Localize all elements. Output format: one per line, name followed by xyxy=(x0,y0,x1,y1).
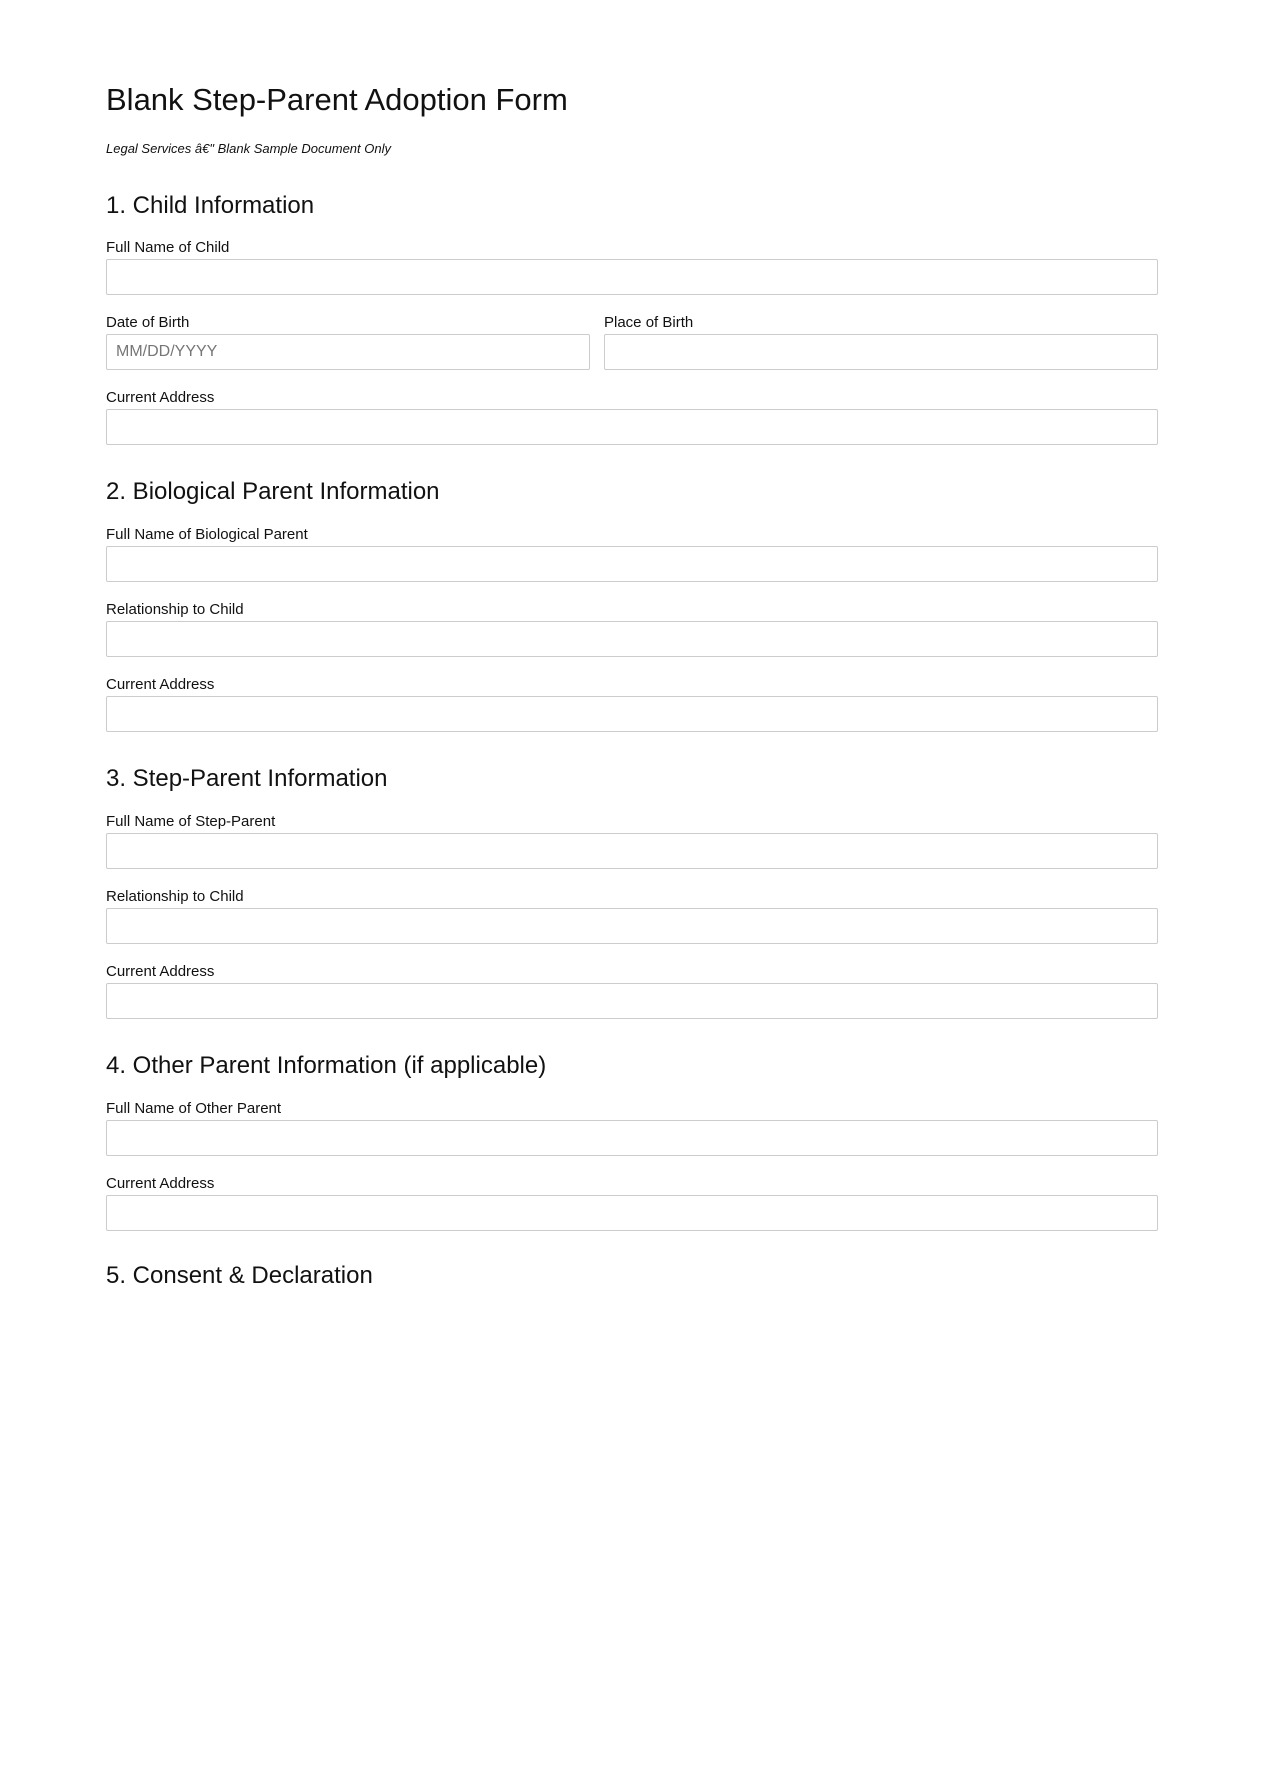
section-heading-biological-parent-information: 2. Biological Parent Information xyxy=(106,478,440,505)
child-date-of-birth-input[interactable] xyxy=(106,334,590,370)
section-heading-child-information: 1. Child Information xyxy=(106,192,315,219)
other-parent-current-address-input[interactable] xyxy=(106,1195,1158,1231)
label-child-date-of-birth: Date of Birth xyxy=(106,314,190,331)
biological-parent-full-name-input[interactable] xyxy=(106,546,1158,582)
section-heading-step-parent-information: 3. Step-Parent Information xyxy=(106,765,388,792)
label-child-current-address: Current Address xyxy=(106,389,215,406)
child-current-address-input[interactable] xyxy=(106,409,1158,445)
label-step-parent-full-name: Full Name of Step-Parent xyxy=(106,813,276,830)
label-other-parent-full-name: Full Name of Other Parent xyxy=(106,1100,282,1117)
section-heading-consent-declaration: 5. Consent & Declaration xyxy=(106,1262,373,1289)
other-parent-full-name-input[interactable] xyxy=(106,1120,1158,1156)
child-place-of-birth-input[interactable] xyxy=(604,334,1158,370)
label-step-parent-current-address: Current Address xyxy=(106,963,215,980)
label-biological-parent-full-name: Full Name of Biological Parent xyxy=(106,526,308,543)
label-biological-parent-relationship: Relationship to Child xyxy=(106,601,244,618)
label-biological-parent-current-address: Current Address xyxy=(106,676,215,693)
page-subtitle: Legal Services â€" Blank Sample Document Only xyxy=(106,141,391,156)
label-other-parent-current-address: Current Address xyxy=(106,1175,215,1192)
step-parent-relationship-input[interactable] xyxy=(106,908,1158,944)
biological-parent-current-address-input[interactable] xyxy=(106,696,1158,732)
step-parent-full-name-input[interactable] xyxy=(106,833,1158,869)
section-heading-other-parent-information: 4. Other Parent Information (if applicable) xyxy=(106,1052,547,1079)
label-child-full-name: Full Name of Child xyxy=(106,239,230,256)
biological-parent-relationship-input[interactable] xyxy=(106,621,1158,657)
child-full-name-input[interactable] xyxy=(106,259,1158,295)
label-step-parent-relationship: Relationship to Child xyxy=(106,888,244,905)
page-title: Blank Step-Parent Adoption Form xyxy=(106,82,568,117)
label-child-place-of-birth: Place of Birth xyxy=(604,314,694,331)
step-parent-current-address-input[interactable] xyxy=(106,983,1158,1019)
